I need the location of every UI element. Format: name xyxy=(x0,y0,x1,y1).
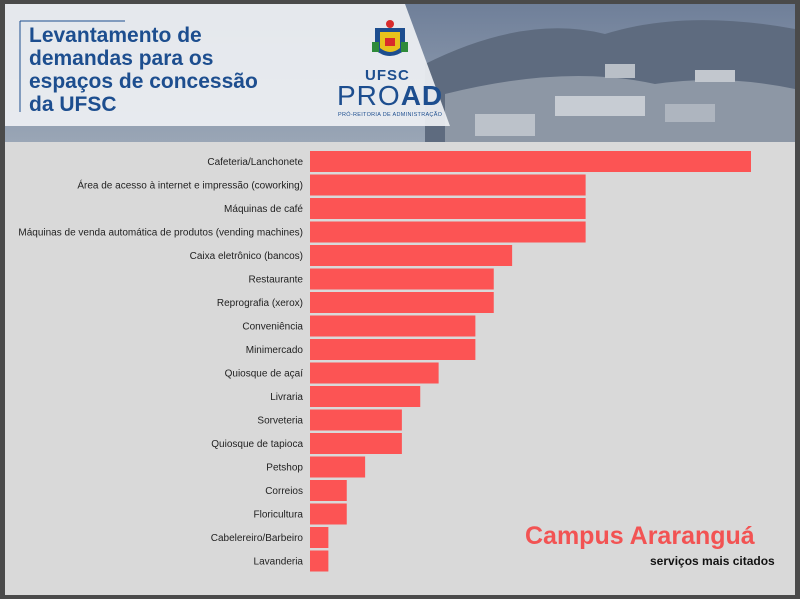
title-line-2: demandas para os xyxy=(29,47,214,70)
bar-0 xyxy=(310,151,751,172)
bar-5 xyxy=(310,269,494,290)
category-label-6: Reprografia (xerox) xyxy=(216,298,303,309)
campus-name: Campus Araranguá xyxy=(525,522,755,550)
bar-16 xyxy=(310,527,328,548)
category-label-14: Correios xyxy=(265,486,303,497)
logo-pro-text: PRO xyxy=(337,80,401,111)
bar-7 xyxy=(310,316,475,337)
category-label-0: Cafeteria/Lanchonete xyxy=(207,157,303,168)
bar-6 xyxy=(310,292,494,313)
bar-2 xyxy=(310,198,586,219)
title-line-3: espaços de concessão xyxy=(29,70,258,93)
category-label-8: Minimercado xyxy=(245,345,303,356)
category-label-15: Floricultura xyxy=(253,509,303,521)
bar-8 xyxy=(310,339,475,360)
logo-ad-text: AD xyxy=(400,80,444,111)
category-label-10: Livraria xyxy=(270,392,303,403)
category-label-17: Lavanderia xyxy=(253,556,303,568)
bar-11 xyxy=(310,410,402,431)
title-line-4: da UFSC xyxy=(29,93,117,116)
bar-4 xyxy=(310,245,512,266)
category-label-9: Quiosque de açaí xyxy=(224,368,303,380)
category-label-4: Caixa eletrônico (bancos) xyxy=(189,251,303,262)
category-label-2: Máquinas de café xyxy=(224,204,303,215)
bar-1 xyxy=(310,175,586,196)
bar-12 xyxy=(310,433,402,454)
bar-17 xyxy=(310,551,328,572)
category-label-1: Área de acesso à internet e impressão (coworking) xyxy=(77,180,303,192)
bar-10 xyxy=(310,386,420,407)
category-label-3: Máquinas de venda automática de produtos (vending machines) xyxy=(18,227,303,239)
bar-13 xyxy=(310,457,365,478)
services-bar-chart xyxy=(5,4,795,595)
title-line-1: Levantamento de xyxy=(29,24,202,47)
category-label-12: Quiosque de tapioca xyxy=(211,439,303,450)
bar-9 xyxy=(310,363,439,384)
category-label-11: Sorveteria xyxy=(257,415,303,427)
logo-ufsc-text: UFSC xyxy=(365,67,410,84)
logo-subtitle: PRÓ-REITORIA DE ADMINISTRAÇÃO xyxy=(338,112,443,118)
campus-subtitle: serviços mais citados xyxy=(650,554,775,568)
category-label-5: Restaurante xyxy=(248,274,303,286)
category-label-7: Conveniência xyxy=(242,321,303,333)
bar-3 xyxy=(310,222,586,243)
bar-14 xyxy=(310,480,347,501)
category-label-16: Cabelereiro/Barbeiro xyxy=(210,533,303,544)
bar-15 xyxy=(310,504,347,525)
category-label-13: Petshop xyxy=(266,462,303,474)
page xyxy=(5,4,795,595)
